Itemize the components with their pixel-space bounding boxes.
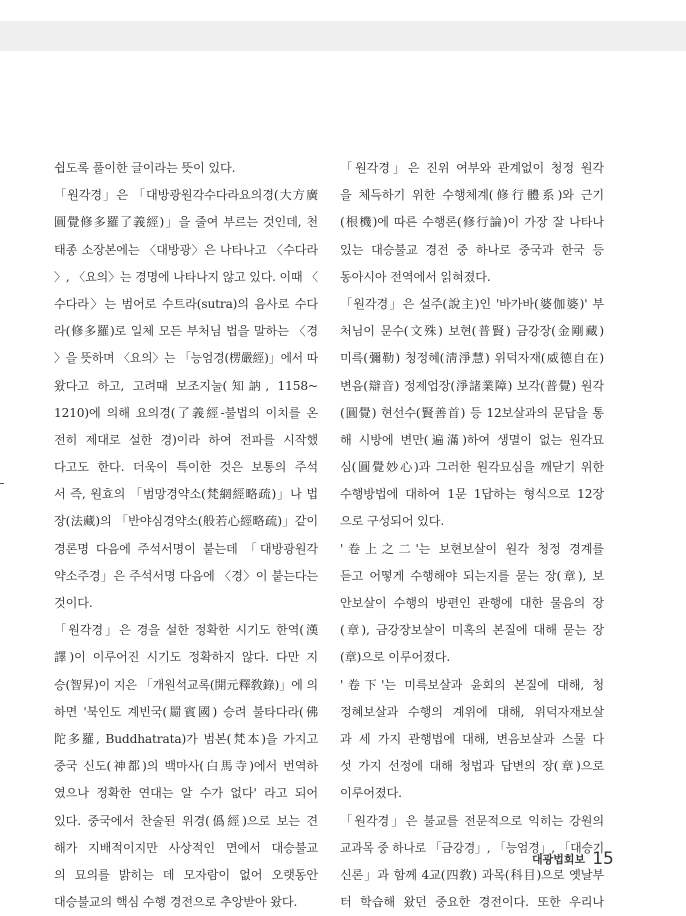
right-column-line: 「원각경」은 설주(說主)인 '바가바(婆伽婆)' 부	[340, 296, 604, 311]
left-column-line: 라(修多羅)로 일체 모든 부처님 법을 말하는 〈경	[54, 324, 318, 339]
left-column-line: 것이다.	[54, 596, 93, 610]
left-column-line: 하면 '북인도 계빈국(罽賓國) 승려 불타다라(佛	[54, 704, 318, 719]
right-column-line: 동아시아 전역에서 읽혀졌다.	[340, 269, 491, 284]
left-column-line: 다고도 한다. 더욱이 특이한 것은 보통의 주석	[54, 460, 318, 475]
right-column-line: 으로 구성되어 있다.	[340, 514, 445, 529]
right-column-line: 변음(辯音) 정제업장(淨諸業障) 보각(普覺) 원각	[340, 378, 604, 393]
right-column-line: 미륵(彌勒) 청정혜(淸淨慧) 위덕자재(威德自在)	[340, 351, 604, 366]
right-column-line: '卷下'는 미륵보살과 윤회의 본질에 대해, 청	[340, 677, 604, 692]
left-column-line: 1210)에 의해 요의경(了義經-불법의 이치를 온	[54, 405, 318, 420]
right-column-line: 「원각경」은 불교를 전문적으로 익히는 강원의	[340, 813, 604, 828]
left-column-line: 〉을 뜻하며 〈요의〉는 「능엄경(楞嚴經)」에서 따	[54, 351, 318, 366]
left-column-line: 의 묘의를 밝히는 데 모자람이 없어 오랫동안	[54, 867, 318, 882]
right-column-line: 정혜보살과 수행의 계위에 대해, 위덕자재보살	[340, 704, 604, 719]
right-column-line: 교과목 중 하나로 「금강경」, 「능엄경」, 「대승기	[340, 840, 604, 855]
left-column-line: 서 즉, 원효의 「범망경약소(梵網經略疏)」나 법	[54, 487, 318, 502]
right-column-line: (根機)에 따른 수행론(修行論)이 가장 잘 나타나	[340, 215, 604, 230]
left-column-line: 〉, 〈요의〉는 경명에 나타나지 않고 있다. 이때 〈	[54, 269, 318, 284]
right-column-line: 과 세 가지 관행법에 대해, 변음보살과 스물 다	[340, 731, 604, 746]
left-column-line: 「원각경」은 「대방광원각수다라요의경(大方廣	[54, 188, 318, 203]
left-column-line: 전히 제대로 설한 경)이라 하여 전파를 시작했	[54, 432, 318, 447]
right-column-line: 듣고 어떻게 수행해야 되는지를 묻는 장(章), 보	[340, 568, 604, 583]
page-footer	[532, 846, 614, 870]
left-column-line: 경론명 다음에 주석서명이 붙는데 「대방광원각	[54, 541, 318, 556]
right-column-line: 있는 대승불교 경전 중 하나로 중국과 한국 등	[340, 242, 604, 257]
page-number: 15	[592, 849, 614, 869]
left-column-line: 쉽도록 풀이한 글이라는 뜻이 있다.	[54, 161, 236, 175]
left-column-line: 해가 지배적이지만 사상적인 면에서 대승불교	[54, 840, 318, 855]
left-column-line: 수다라〉는 범어로 수트라(sutra)의 음사로 수다	[54, 296, 318, 311]
left-column-line: 있다. 중국에서 찬술된 위경(僞經)으로 보는 견	[54, 813, 318, 828]
right-column-line: 이루어졌다.	[340, 786, 402, 801]
left-column-line: 陀多羅, Buddhatrata)가 범본(梵本)을 가지고	[54, 731, 318, 746]
left-column-line: 승(智昇)이 지은 「개원석교록(開元釋敎錄)」에 의	[54, 677, 318, 692]
right-column-line: 수행방법에 대하여 1문 1답하는 형식으로 12장	[340, 487, 604, 502]
right-column-line: 해 시방에 변만(遍滿)하여 생멸이 없는 원각묘	[340, 432, 604, 447]
header-band	[0, 21, 686, 51]
margin-mark	[0, 483, 4, 484]
publication-name: 대광법회보	[532, 853, 586, 866]
left-column-line: 왔다고 하고, 고려때 보조지눌(知訥, 1158~	[54, 378, 318, 393]
left-column-line: 태종 소장본에는 〈대방광〉은 나타나고 〈수다라	[54, 242, 318, 257]
text-column-left	[54, 155, 318, 916]
left-column-line: 대승불교의 핵심 수행 경전으로 추앙받아 왔다.	[54, 895, 298, 910]
right-column-line: '卷上之二'는 보현보살이 원각 청정 경계를	[340, 541, 604, 556]
left-column-line: 였으나 정확한 연대는 알 수가 없다' 라고 되어	[54, 786, 318, 801]
right-column-line: (章), 금강장보살이 미혹의 본질에 대해 묻는 장	[340, 623, 604, 638]
right-column-line: (章)으로 이루어졌다.	[340, 650, 451, 665]
left-column-line: 장(法藏)의 「반야심경약소(般若心經略疏)」같이	[54, 514, 318, 529]
right-column-line: 터 학습해 왔던 중요한 경전이다. 또한 우리나	[340, 895, 604, 910]
left-column-line: 약소주경」은 주석서명 다음에 〈경〉이 붙는다는	[54, 568, 318, 583]
right-column-line: (圓覺) 현선수(賢善首) 등 12보살과의 문답을 통	[340, 405, 604, 420]
right-column-line: 심(圓覺妙心)과 그러한 원각묘심을 깨닫기 위한	[340, 460, 604, 475]
right-column-line: 안보살이 수행의 방편인 관행에 대한 물음의 장	[340, 596, 604, 610]
right-column-line: 「원각경」은 진위 여부와 관계없이 청정 원각	[340, 161, 604, 175]
left-column-line: 중국 신도(神都)의 백마사(白馬寺)에서 번역하	[54, 759, 318, 774]
left-column-line: 譯)이 이루어진 시기도 정확하지 않다. 다만 지	[54, 650, 318, 665]
right-column-line: 섯 가지 선정에 대해 청법과 답변의 장(章)으로	[340, 759, 604, 774]
text-column-right	[340, 155, 604, 916]
right-column-line: 신론」과 함께 4교(四敎) 과목(科目)으로 옛날부	[340, 867, 604, 882]
left-column-line: 「원각경」은 경을 설한 정확한 시기도 한역(漢	[54, 623, 318, 638]
right-column-line: 을 체득하기 위한 수행체계(修行體系)와 근기	[340, 188, 604, 203]
left-column-line: 圓覺修多羅了義經)」을 줄여 부르는 것인데, 천	[54, 215, 318, 230]
right-column-line: 처님이 문수(文殊) 보현(普賢) 금강장(金剛藏)	[340, 324, 604, 339]
